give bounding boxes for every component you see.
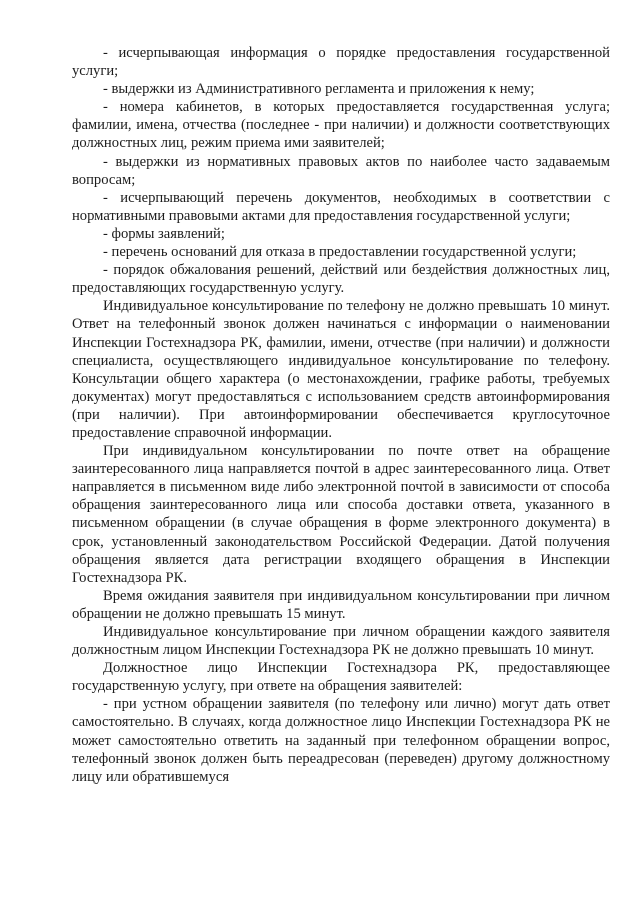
- list-item: - перечень оснований для отказа в предоставлении государственной услуги;: [103, 244, 577, 261]
- list-item: - выдержки из нормативных правовых актов по наиболее часто задаваемым вопросам;: [72, 153, 610, 188]
- list-item: - исчерпывающий перечень документов, необходимых в соответствии с нормативными правовыми актами для предоставления государственной услуги;: [72, 189, 610, 224]
- list-item: - номера кабинетов, в которых предоставляется государственная услуга; фамилии, имена, отчества (последнее - при наличии) и должности соответствующих должностных лиц, режим приема ими заявителей;: [72, 99, 610, 152]
- list-item: - при устном обращении заявителя (по телефону или лично) могут дать ответ самостоятельно. В случаях, когда должностное лицо Инспекции Гостехнадзора РК не может самостоятельно ответить на заданный при телефонном обращении вопрос, телефонный звонок должен быть переадресован (переведен) другому должностному лицу или обратившемуся: [72, 696, 610, 785]
- paragraph: Должностное лицо Инспекции Гостехнадзора РК, предоставляющее государственную услугу, при ответе на обращения заявителей:: [72, 660, 610, 695]
- paragraph: При индивидуальном консультировании по почте ответ на обращение заинтересованного лица направляется почтой в адрес заинтересованного лица. Ответ направляется в письменном виде либо электронной почтой в зависимости от способа обращения заинтересованного лица или способа доставки ответа, указанного в письменном обращении (в случае обращения в форме электронного документа) в срок, установленный законодательством Российской Федерации. Датой получения обращения является дата регистрации входящего обращения в Инспекции Гостехнадзора РК.: [72, 443, 610, 586]
- paragraph: Время ожидания заявителя при индивидуальном консультировании при личном обращении не должно превышать 15 минут.: [72, 587, 610, 622]
- document-page: [72, 44, 610, 786]
- paragraph: Индивидуальное консультирование при личном обращении каждого заявителя должностным лицом Инспекции Гостехнадзора РК не должно превышать 10 минут.: [72, 624, 610, 659]
- paragraph: Индивидуальное консультирование по телефону не должно превышать 10 минут. Ответ на телефонный звонок должен начинаться с информации о наименовании Инспекции Гостехнадзора РК, фамилии, имени, отчестве (при наличии) и должности специалиста, осуществляющего индивидуальное консультирование по телефону. Консультации общего характера (о местонахождении, графике работы, требуемых документах) могут предоставляться с использованием средств автоинформирования (при наличии). При автоинформировании обеспечивается круглосуточное предоставление справочной информации.: [72, 298, 610, 441]
- list-item: - выдержки из Административного регламента и приложения к нему;: [103, 81, 535, 98]
- list-item: - исчерпывающая информация о порядке предоставления государственной услуги;: [72, 45, 610, 80]
- list-item: - формы заявлений;: [103, 225, 225, 242]
- list-item: - порядок обжалования решений, действий или бездействия должностных лиц, предоставляющих государственную услугу.: [72, 262, 610, 297]
